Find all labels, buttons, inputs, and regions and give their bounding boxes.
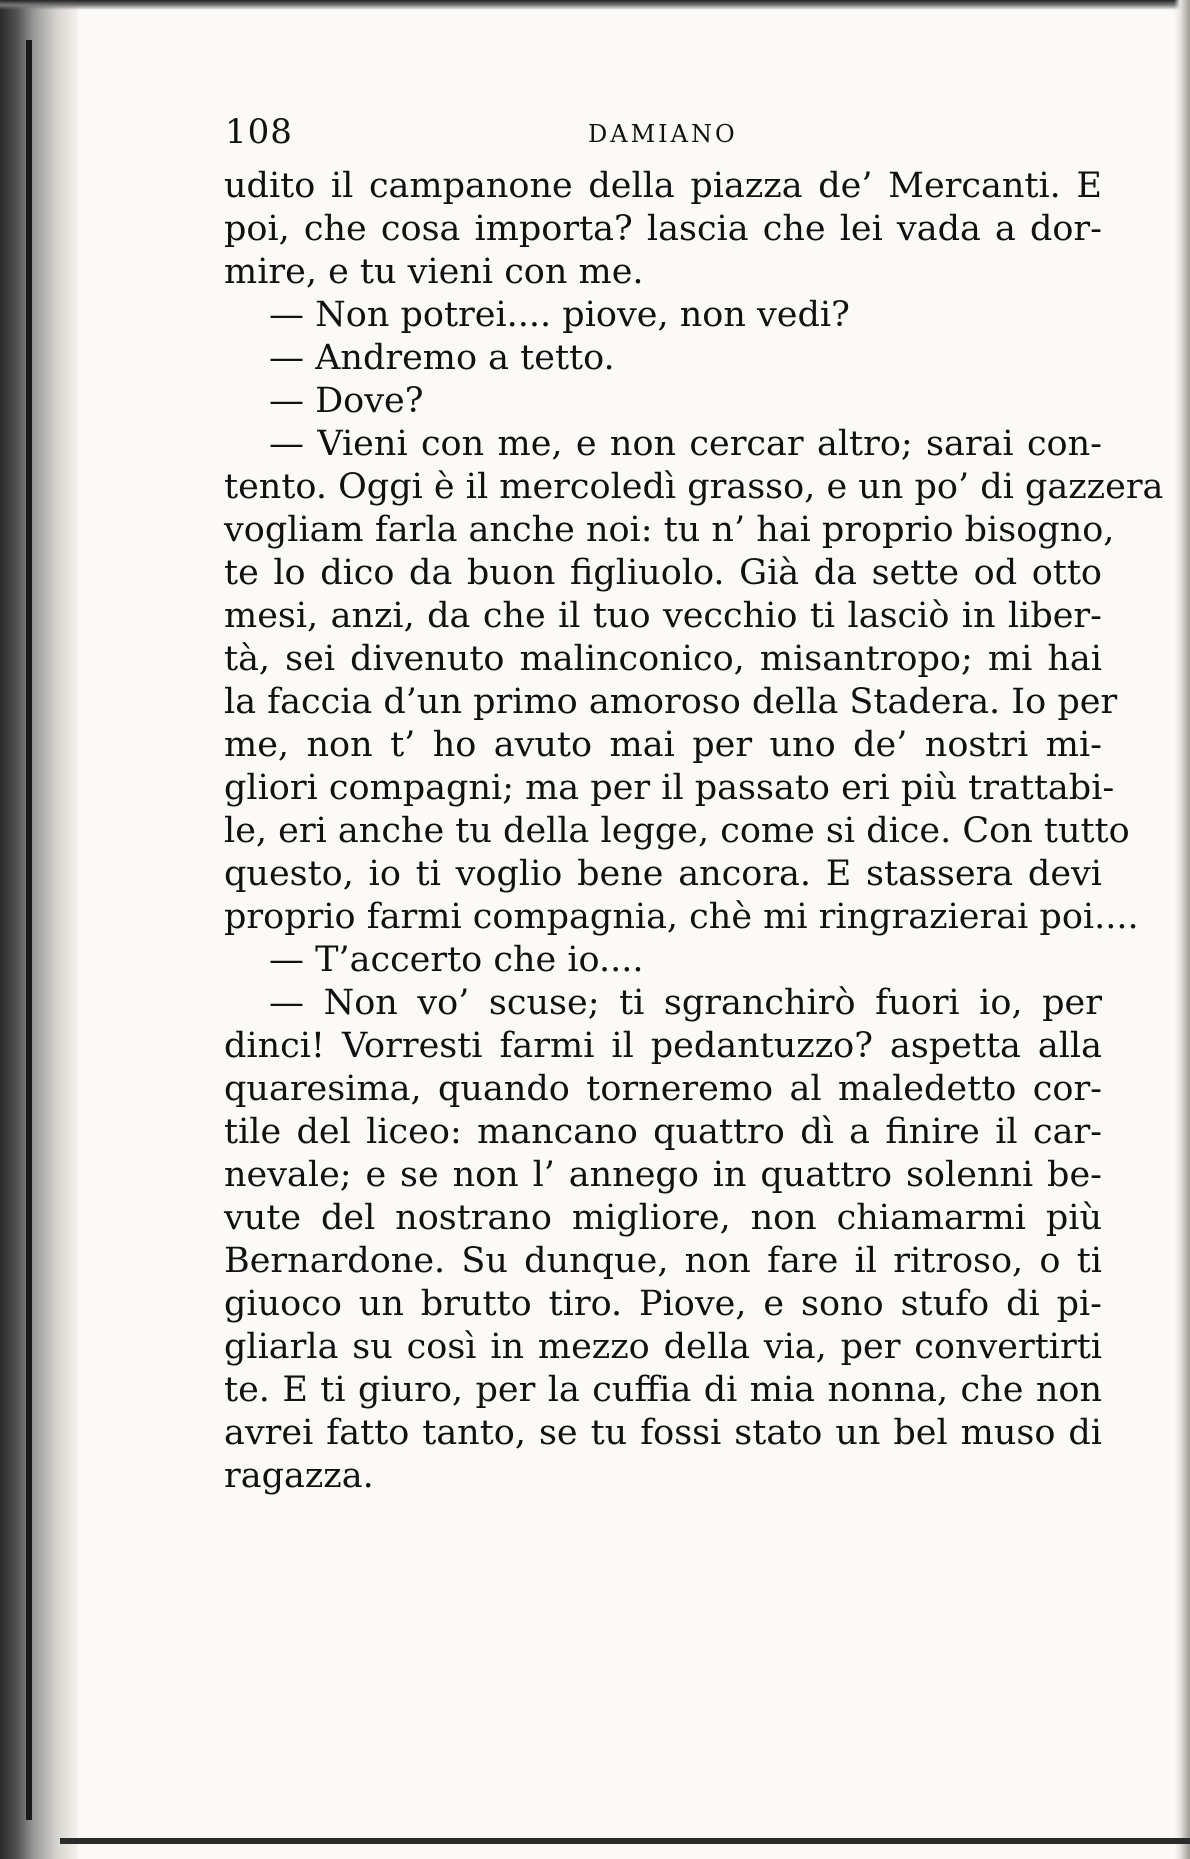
body-text [224,160,1164,1760]
text-line: nevale; e se non l’ annego in quattro solenni be- [224,1155,1102,1195]
page-header [225,112,1105,156]
text-line: giuoco un brutto tiro. Piove, e sono stufo di pi- [224,1284,1102,1324]
text-line: gliori compagni; ma per il passato eri più trattabi- [224,768,1115,808]
text-line: me, non t’ ho avuto mai per uno de’ nostri mi- [224,725,1102,765]
book-binding-edge [0,0,78,1859]
text-line: proprio farmi compagnia, chè mi ringrazierai poi.... [224,897,1139,937]
text-line: udito il campanone della piazza de’ Mercanti. E [224,166,1102,206]
dialogue-line: — Non potrei.... piove, non vedi? [269,295,850,335]
text-line: ragazza. [224,1456,374,1496]
text-line: mesi, anzi, da che il tuo vecchio ti lasciò in liber- [224,596,1102,636]
dialogue-line: — Dove? [269,381,424,421]
running-head: DAMIANO [588,120,738,148]
dialogue-line: — Vieni con me, e non cercar altro; sarai con- [269,424,1102,464]
text-line: avrei fatto tanto, se tu fossi stato un bel muso di [224,1413,1102,1453]
text-line: te lo dico da buon figliuolo. Già da sette od otto [224,553,1102,593]
dialogue-line: — Andremo a tetto. [269,338,615,378]
text-line: le, eri anche tu della legge, come si dice. Con tutto [224,811,1130,851]
text-line: mire, e tu vieni con me. [224,252,644,292]
text-line: te. E ti giuro, per la cuffia di mia nonna, che non [224,1370,1102,1410]
binding-shadow-line [26,40,32,1820]
page-number: 108 [225,112,293,152]
text-line: vogliam farla anche noi: tu n’ hai proprio bisogno, [224,510,1115,550]
text-line: tile del liceo: mancano quattro dì a finire il car- [224,1112,1102,1152]
page-right-edge [1174,0,1190,1859]
dialogue-line: — Non vo’ scuse; ti sgranchirò fuori io, per [269,983,1102,1023]
text-line: Bernardone. Su dunque, non fare il ritroso, o ti [224,1241,1102,1281]
text-line: questo, io ti voglio bene ancora. E stassera devi [224,854,1102,894]
page-top-edge [0,0,1190,10]
text-line: la faccia d’un primo amoroso della Stadera. Io per [224,682,1118,722]
text-line: dinci! Vorresti farmi il pedantuzzo? aspetta alla [224,1026,1102,1066]
text-line: tento. Oggi è il mercoledì grasso, e un po’ di gazzera [224,467,1164,507]
dialogue-line: — T’accerto che io.... [269,940,644,980]
text-line: vute del nostrano migliore, non chiamarmi più [224,1198,1102,1238]
text-line: poi, che cosa importa? lascia che lei vada a dor- [224,209,1102,249]
text-line: tà, sei divenuto malinconico, misantropo; mi hai [224,639,1102,679]
text-line: quaresima, quando torneremo al maledetto cor- [224,1069,1102,1109]
text-line: gliarla su così in mezzo della via, per convertirti [224,1327,1102,1367]
page-bottom-edge [60,1838,1190,1844]
